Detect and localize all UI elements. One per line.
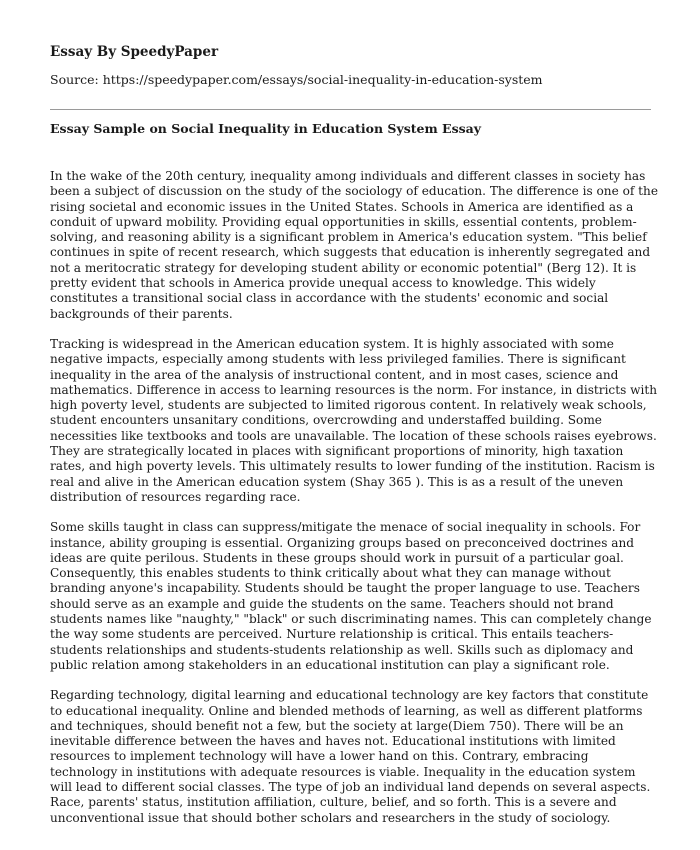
essay-body bbox=[50, 169, 658, 841]
document-header-title: Essay By SpeedyPaper bbox=[50, 44, 219, 60]
source-line: Source: https://speedypaper.com/essays/social-inequality-in-education-system bbox=[50, 72, 543, 87]
essay-paragraph: In the wake of the 20th century, inequality among individuals and different classes in society has been a subject of discussion on the study of the sociology of education. The difference is one of the rising societal and economic issues in the United States. Schools in America are identified as a conduit of upward mobility. Providing equal opportunities in skills, essential contents, problem-solving, and reasoning ability is a significant problem in America's education system. "This belief continues in spite of recent research, which suggests that education is inherently segregated and not a meritocratic strategy for developing student ability or economic potential" (Berg 12). It is pretty evident that schools in America provide unequal access to knowledge. This widely constitutes a transitional social class in accordance with the students' economic and social backgrounds of their parents. bbox=[50, 169, 658, 321]
essay-paragraph: Tracking is widespread in the American education system. It is highly associated with some negative impacts, especially among students with less privileged families. There is significant inequality in the area of the analysis of instructional content, and in most cases, science and mathematics. Difference in access to learning resources is the norm. For instance, in districts with high poverty level, students are subjected to limited rigorous content. In relatively weak schools, student encounters unsanitary conditions, overcrowding and understaffed building. Some necessities like textbooks and tools are unavailable. The location of these schools raises eyebrows. They are strategically located in places with significant proportions of minority, high taxation rates, and high poverty levels. This ultimately results to lower funding of the institution. Racism is real and alive in the American education system (Shay 365 ). This is as a result of the uneven distribution of resources regarding race. bbox=[50, 336, 657, 504]
essay-paragraph: Some skills taught in class can suppress/mitigate the menace of social inequality in schools. For instance, ability grouping is essential. Organizing groups based on preconceived doctrines and ideas are quite perilous. Students in these groups should work in pursuit of a particular goal. Consequently, this enables students to think critically about what they can manage without branding anyone's incapability. Students should be taught the proper language to use. Teachers should serve as an example and guide the students on the same. Teachers should not brand students names like "naughty," "black" or such discriminating names. This can completely change the way some students are perceived. Nurture relationship is critical. This entails teachers-students relationships and students-students relationship as well. Skills such as diplomacy and public relation among stakeholders in an educational institution can play a significant role. bbox=[50, 520, 652, 672]
essay-paragraph: Regarding technology, digital learning and educational technology are key factors that constitute to educational inequality. Online and blended methods of learning, as well as different platforms and techniques, should benefit not a few, but the society at large(Diem 750). There will be an inevitable difference between the haves and haves not. Educational institutions with limited resources to implement technology will have a lower hand on this. Contrary, embracing technology in institutions with adequate resources is viable. Inequality in the education system will lead to different social classes. The type of job an individual land depends on several aspects. Race, parents' status, institution affiliation, culture, belief, and so forth. This is a severe and unconventional issue that should bother scholars and researchers in the study of sociology. bbox=[50, 688, 651, 825]
essay-title: Essay Sample on Social Inequality in Education System Essay bbox=[50, 121, 482, 136]
header-divider bbox=[50, 109, 651, 110]
